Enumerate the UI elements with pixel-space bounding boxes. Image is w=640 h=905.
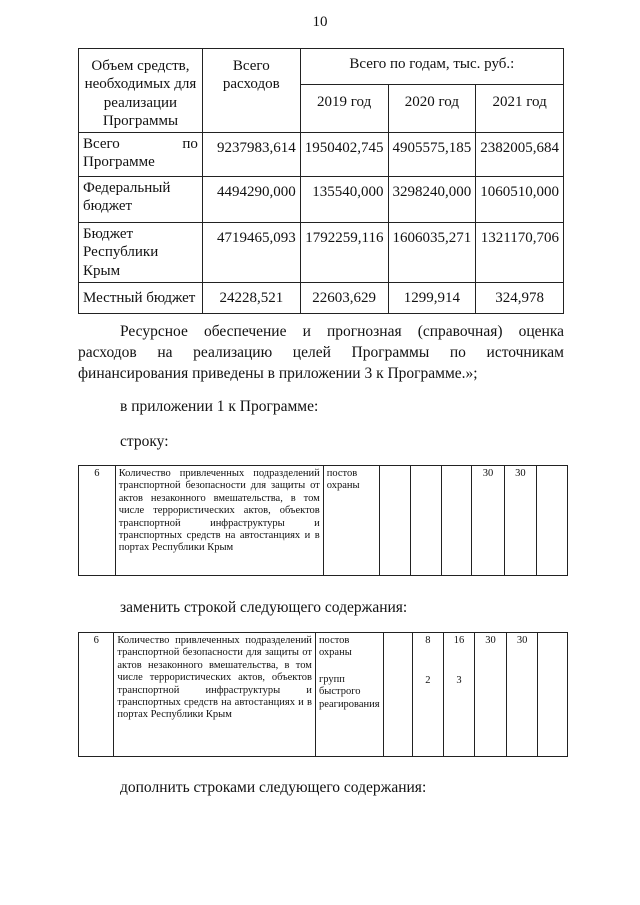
row-label: Федеральный бюджет (79, 177, 203, 223)
cell-2020: 1299,914 (388, 283, 476, 314)
page-number: 10 (312, 14, 328, 30)
cell-2021: 1321170,706 (476, 223, 564, 283)
cell-2019: 22603,629 (300, 283, 388, 314)
cell-2020: 1606035,271 (388, 223, 476, 283)
row-label: Бюджет Республики Крым (79, 223, 203, 283)
cell-2021: 2382005,684 (476, 133, 564, 177)
cell-2019: 1950402,745 (300, 133, 388, 177)
value-guard-posts: 8 (425, 635, 431, 646)
header-year-2019: 2019 год (300, 84, 388, 133)
cell-total: 9237983,614 (202, 133, 300, 177)
unit-cell (315, 633, 383, 757)
value-cell (413, 633, 444, 757)
table-row (79, 633, 568, 757)
value-cell (443, 633, 475, 757)
cell-total: 24228,521 (202, 283, 300, 314)
row-label-part: по (182, 136, 198, 153)
cell-2020: 4905575,185 (388, 133, 476, 177)
header-funds: Объем средств, необходимых для реализации Программы (79, 49, 203, 133)
unit-rapid-response: групп быстрого реагирования (318, 673, 380, 710)
value-cell (538, 633, 568, 757)
value-cell (537, 466, 568, 576)
cell-2021: 324,978 (476, 283, 564, 314)
value-cell: 30 (504, 466, 536, 576)
cell-2020: 3298240,000 (388, 177, 476, 223)
value-cell: 30 (472, 466, 504, 576)
row-number: 6 (79, 466, 116, 576)
table-row (79, 133, 564, 177)
budget-table (78, 48, 564, 314)
unit-guard-posts: постов охраны (318, 635, 352, 659)
row-label (79, 133, 203, 177)
replace-paragraph: заменить строкой следующего содержания: (120, 599, 408, 616)
header-year-2020: 2020 год (388, 84, 476, 133)
value-cell (410, 466, 441, 576)
table-row (79, 283, 564, 314)
cell-2021: 1060510,000 (476, 177, 564, 223)
table-row (79, 466, 568, 576)
row-label-part: Всего (83, 136, 120, 153)
value-rapid-response: 3 (456, 675, 462, 687)
table-row (79, 177, 564, 223)
cell-2019: 135540,000 (300, 177, 388, 223)
indicator-description: Количество привлеченных подразделений транспортной безопасности для защиты от актов незаконного вмешательства, в том числе террористических актов, объектов транспортной инфраструктуры и транспортных средств на автостанциях и в портах Республики Крым (114, 633, 316, 757)
value-rapid-response: 2 (425, 675, 431, 687)
cell-total: 4494290,000 (202, 177, 300, 223)
row-number: 6 (79, 633, 114, 757)
row-label: Местный бюджет (79, 283, 203, 314)
row-label-part: Программе (83, 154, 155, 171)
value-cell (441, 466, 472, 576)
header-total: Всего расходов (202, 49, 300, 133)
add-paragraph: дополнить строками следующего содержания: (120, 779, 427, 796)
table-row (79, 223, 564, 283)
header-years-group: Всего по годам, тыс. руб.: (300, 49, 563, 85)
value-cell (383, 633, 413, 757)
cell-total: 4719465,093 (202, 223, 300, 283)
row-paragraph: строку: (120, 433, 169, 450)
appendix1-paragraph: в приложении 1 к Программе: (120, 398, 319, 415)
value-guard-posts: 16 (453, 635, 465, 646)
new-indicator-table (78, 632, 568, 757)
cell-2019: 1792259,116 (300, 223, 388, 283)
table-header-row (79, 49, 564, 85)
header-year-2021: 2021 год (476, 84, 564, 133)
old-indicator-table (78, 465, 568, 576)
resource-paragraph: Ресурсное обеспечение и прогнозная (справочная) оценка расходов на реализацию целей Программы по источникам финансирования приведены в приложении 3 к Программе.»; (78, 323, 564, 382)
indicator-description: Количество привлеченных подразделений транспортной безопасности для защиты от актов незаконного вмешательства, в том числе террористических актов, объектов транспортной инфраструктуры и транспортных средств на автостанциях и в портах Республики Крым (115, 466, 323, 576)
unit-cell: постов охраны (323, 466, 379, 576)
value-cell: 30 (475, 633, 507, 757)
value-cell: 30 (506, 633, 538, 757)
value-cell (379, 466, 410, 576)
